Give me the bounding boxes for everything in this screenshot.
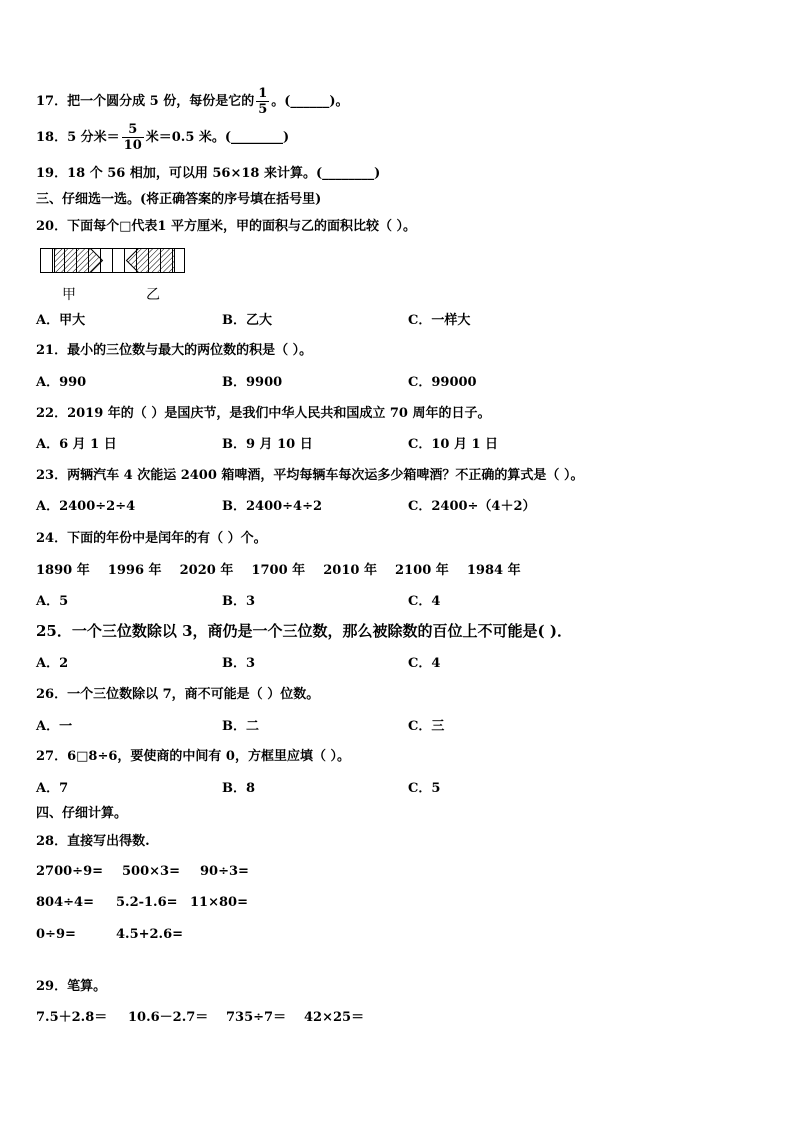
- label-jia: 甲: [62, 287, 76, 303]
- question-18: [36, 122, 289, 153]
- q24-option-a[interactable]: A．5: [36, 594, 69, 609]
- q17-fraction: $\frac{1}{5}$: [258, 86, 268, 117]
- shape-yi: [127, 249, 175, 273]
- shape-jia: [55, 249, 103, 273]
- question-17: [36, 86, 349, 117]
- q18-blank[interactable]: 米＝0.5 米。(________): [145, 130, 290, 145]
- q25-option-c[interactable]: C．4: [408, 656, 441, 671]
- q29-c4: 42×25＝: [304, 1010, 365, 1025]
- q20-option-a[interactable]: A．甲大: [36, 313, 86, 328]
- q26-option-c[interactable]: C．三: [408, 719, 445, 734]
- q28-r2-c1: 804÷4=: [36, 895, 94, 910]
- q21-option-b[interactable]: B．9900: [222, 375, 283, 390]
- q22-option-c[interactable]: C．10 月 1 日: [408, 437, 499, 452]
- section-3-heading: 三、仔细选一选。(将正确答案的序号填在括号里): [36, 192, 322, 207]
- question-28: 28．直接写出得数.: [36, 834, 150, 849]
- question-29: 29．笔算。: [36, 979, 107, 994]
- question-20: 20．下面每个□代表1 平方厘米，甲的面积与乙的面积比较（ ）。: [36, 219, 416, 234]
- q24-option-b[interactable]: B．3: [222, 594, 256, 609]
- question-26: 26．一个三位数除以 7，商不可能是（ ）位数。: [36, 687, 320, 702]
- q28-r3-c2: 4.5+2.6=: [116, 927, 184, 942]
- q23-option-a[interactable]: A．2400÷2÷4: [36, 499, 136, 514]
- q28-r2-c3: 11×80=: [190, 895, 248, 910]
- q17-text: 17．把一个圆分成 5 份，每份是它的: [36, 94, 255, 109]
- q17-blank[interactable]: 。(______)。: [271, 94, 349, 109]
- q28-r1-c3: 90÷3=: [200, 864, 249, 879]
- q29-c3: 735÷7＝: [226, 1010, 287, 1025]
- section-4-heading: 四、仔细计算。: [36, 806, 128, 821]
- question-25: 25．一个三位数除以 3，商仍是一个三位数，那么被除数的百位上不可能是( )．: [36, 622, 572, 640]
- q18-fraction: $\frac{5}{10}$: [123, 122, 142, 153]
- q28-r2-c2: 5.2-1.6=: [116, 895, 178, 910]
- question-23: 23．两辆汽车 4 次能运 2400 箱啤酒，平均每辆车每次运多少箱啤酒？不正确的算式是（ ）。: [36, 468, 584, 483]
- q21-option-c[interactable]: C．99000: [408, 375, 477, 390]
- question-21: 21．最小的三位数与最大的两位数的积是（ ）。: [36, 343, 313, 358]
- q29-c2: 10.6－2.7＝: [128, 1010, 209, 1025]
- q27-option-c[interactable]: C．5: [408, 781, 441, 796]
- q27-option-b[interactable]: B．8: [222, 781, 256, 796]
- question-27: 27．6□8÷6，要使商的中间有 0，方框里应填（ ）。: [36, 749, 350, 764]
- area-grid-figure: [40, 248, 186, 274]
- q26-option-b[interactable]: B．二: [222, 719, 259, 734]
- q20-option-c[interactable]: C．一样大: [408, 313, 471, 328]
- q25-option-a[interactable]: A．2: [36, 656, 69, 671]
- q26-option-a[interactable]: A．一: [36, 719, 73, 734]
- q22-option-b[interactable]: B．9 月 10 日: [222, 437, 313, 452]
- question-22: 22．2019 年的（ ）是国庆节，是我们中华人民共和国成立 70 周年的日子。: [36, 406, 491, 421]
- question-24: 24．下面的年份中是闰年的有（ ）个。: [36, 531, 267, 546]
- q18-text: 18．5 分米＝: [36, 130, 120, 145]
- q28-r3-c1: 0÷9=: [36, 927, 76, 942]
- label-yi: 乙: [146, 287, 160, 303]
- q29-c1: 7.5＋2.8＝: [36, 1010, 108, 1025]
- q22-option-a[interactable]: A．6 月 1 日: [36, 437, 117, 452]
- q23-option-c[interactable]: C．2400÷（4＋2）: [408, 499, 536, 514]
- q25-option-b[interactable]: B．3: [222, 656, 256, 671]
- q23-option-b[interactable]: B．2400÷4÷2: [222, 499, 323, 514]
- question-19: 19．18 个 56 相加，可以用 56×18 来计算。(________): [36, 166, 381, 181]
- q24-years: 1890 年 1996 年 2020 年 1700 年 2010 年 2100 年 1984 年: [36, 563, 521, 578]
- q27-option-a[interactable]: A．7: [36, 781, 69, 796]
- q28-r1-c1: 2700÷9=: [36, 864, 104, 879]
- q20-option-b[interactable]: B．乙大: [222, 313, 272, 328]
- q24-option-c[interactable]: C．4: [408, 594, 441, 609]
- q21-option-a[interactable]: A．990: [36, 375, 87, 390]
- q28-r1-c2: 500×3=: [122, 864, 180, 879]
